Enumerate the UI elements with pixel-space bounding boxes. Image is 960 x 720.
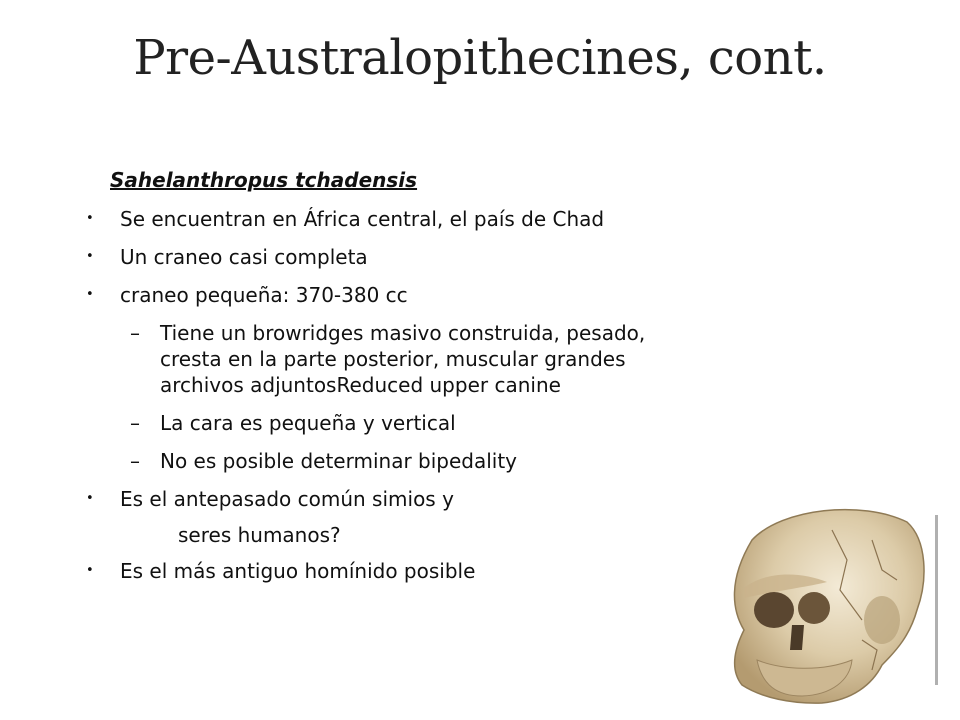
bullet-marker: •	[86, 249, 94, 264]
nasal-cavity	[790, 625, 804, 650]
sub-bullet-line: Tiene un browridges masivo construida, pesado,	[160, 321, 646, 345]
bullet-marker: •	[86, 287, 94, 302]
sub-bullet-item	[110, 448, 830, 474]
sub-bullet-item	[110, 410, 830, 436]
bullet-text: Es el más antiguo homínido posible	[120, 559, 476, 583]
bullet-marker: •	[86, 211, 94, 226]
species-heading: Sahelanthropus tchadensis	[110, 168, 418, 192]
dash-marker: –	[130, 449, 140, 473]
credit-mark	[935, 515, 938, 685]
eye-orbit-left	[754, 592, 794, 628]
bullet-text: Se encuentran en África central, el país de Chad	[120, 207, 605, 231]
bullet-continuation: seres humanos?	[178, 523, 341, 547]
bullet-item	[86, 244, 830, 270]
photo-credit-text	[930, 505, 944, 695]
dash-marker: –	[130, 411, 140, 435]
bullet-text: craneo pequeña: 370-380 cc	[120, 283, 408, 307]
bullet-marker: •	[86, 563, 94, 578]
eye-orbit-right	[798, 592, 830, 624]
slide-title: Pre-Australopithecines, cont.	[133, 30, 827, 86]
sub-bullet-line: La cara es pequeña y vertical	[160, 411, 456, 435]
dash-marker: –	[130, 321, 140, 345]
skull-fossil-image	[722, 500, 930, 705]
bullet-marker: •	[86, 491, 94, 506]
bullet-text: Un craneo casi completa	[120, 245, 368, 269]
sub-bullet-line: archivos adjuntosReduced upper canine	[160, 373, 561, 397]
sub-bullet-line: No es posible determinar bipedality	[160, 449, 518, 473]
sub-bullet-line: cresta en la parte posterior, muscular grandes	[160, 347, 626, 371]
bullet-item	[86, 282, 830, 308]
bullet-text: Es el antepasado común simios y	[120, 487, 454, 511]
bullet-item	[86, 206, 830, 232]
sub-bullet-item	[110, 320, 830, 398]
temporal-fossa	[864, 596, 900, 644]
